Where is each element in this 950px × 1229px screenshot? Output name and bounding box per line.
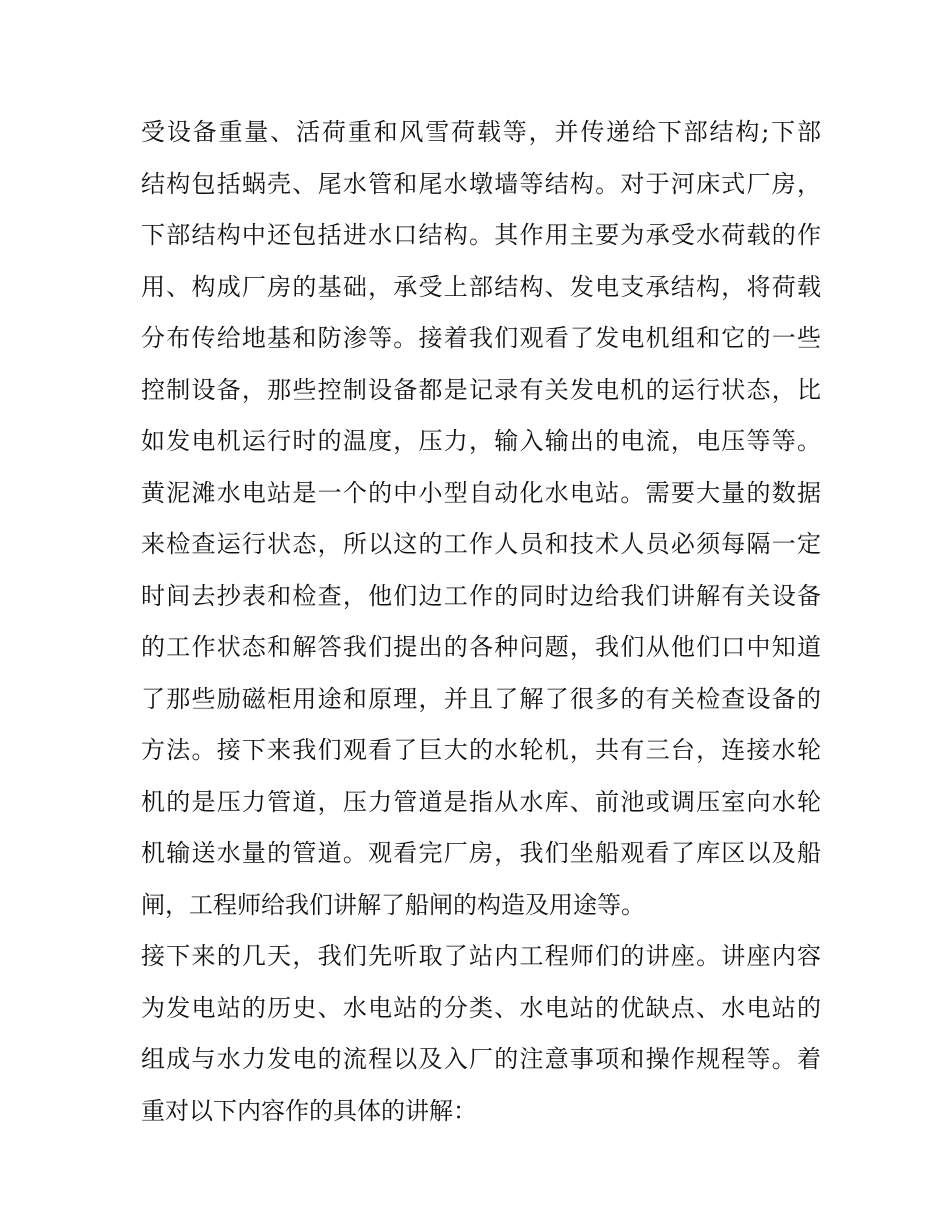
text-line: 的工作状态和解答我们提出的各种问题，我们从他们口中知道 — [141, 633, 821, 661]
body-text — [141, 107, 821, 1137]
text-line: 如发电机运行时的温度，压力，输入输出的电流，电压等等。 — [141, 427, 821, 455]
text-line: 分布传给地基和防渗等。接着我们观看了发电机组和它的一些 — [141, 324, 821, 352]
text-line: 方法。接下来我们观看了巨大的水轮机，共有三台，连接水轮 — [141, 736, 821, 764]
text-line: 接下来的几天，我们先听取了站内工程师们的讲座。讲座内容 — [141, 942, 821, 970]
text-line: 时间去抄表和检查，他们边工作的同时边给我们讲解有关设备 — [141, 581, 821, 610]
text-line: 受设备重量、活荷重和风雪荷载等，并传递给下部结构;下部 — [141, 118, 821, 146]
text-line: 机的是压力管道，压力管道是指从水库、前池或调压室向水轮 — [141, 787, 821, 816]
text-line: 黄泥滩水电站是一个的中小型自动化水电站。需要大量的数据 — [141, 478, 821, 507]
text-line: 为发电站的历史、水电站的分类、水电站的优缺点、水电站的 — [141, 993, 821, 1022]
text-line: 闸，工程师给我们讲解了船闸的构造及用途等。 — [141, 890, 645, 919]
text-line: 用、构成厂房的基础，承受上部结构、发电支承结构，将荷载 — [141, 272, 821, 301]
text-line: 组成与水力发电的流程以及入厂的注意事项和操作规程等。着 — [141, 1045, 821, 1073]
text-line: 机输送水量的管道。观看完厂房，我们坐船观看了库区以及船 — [141, 839, 821, 867]
text-line: 下部结构中还包括进水口结构。其作用主要为承受水荷载的作 — [141, 221, 821, 249]
text-line: 重对以下内容作的具体的讲解： — [141, 1096, 477, 1125]
text-line: 控制设备，那些控制设备都是记录有关发电机的运行状态，比 — [141, 375, 821, 404]
text-line: 结构包括蜗壳、尾水管和尾水墩墙等结构。对于河床式厂房， — [141, 169, 821, 198]
text-line: 来检查运行状态，所以这的工作人员和技术人员必须每隔一定 — [141, 530, 821, 558]
text-line: 了那些励磁柜用途和原理，并且了解了很多的有关检查设备的 — [141, 684, 821, 713]
